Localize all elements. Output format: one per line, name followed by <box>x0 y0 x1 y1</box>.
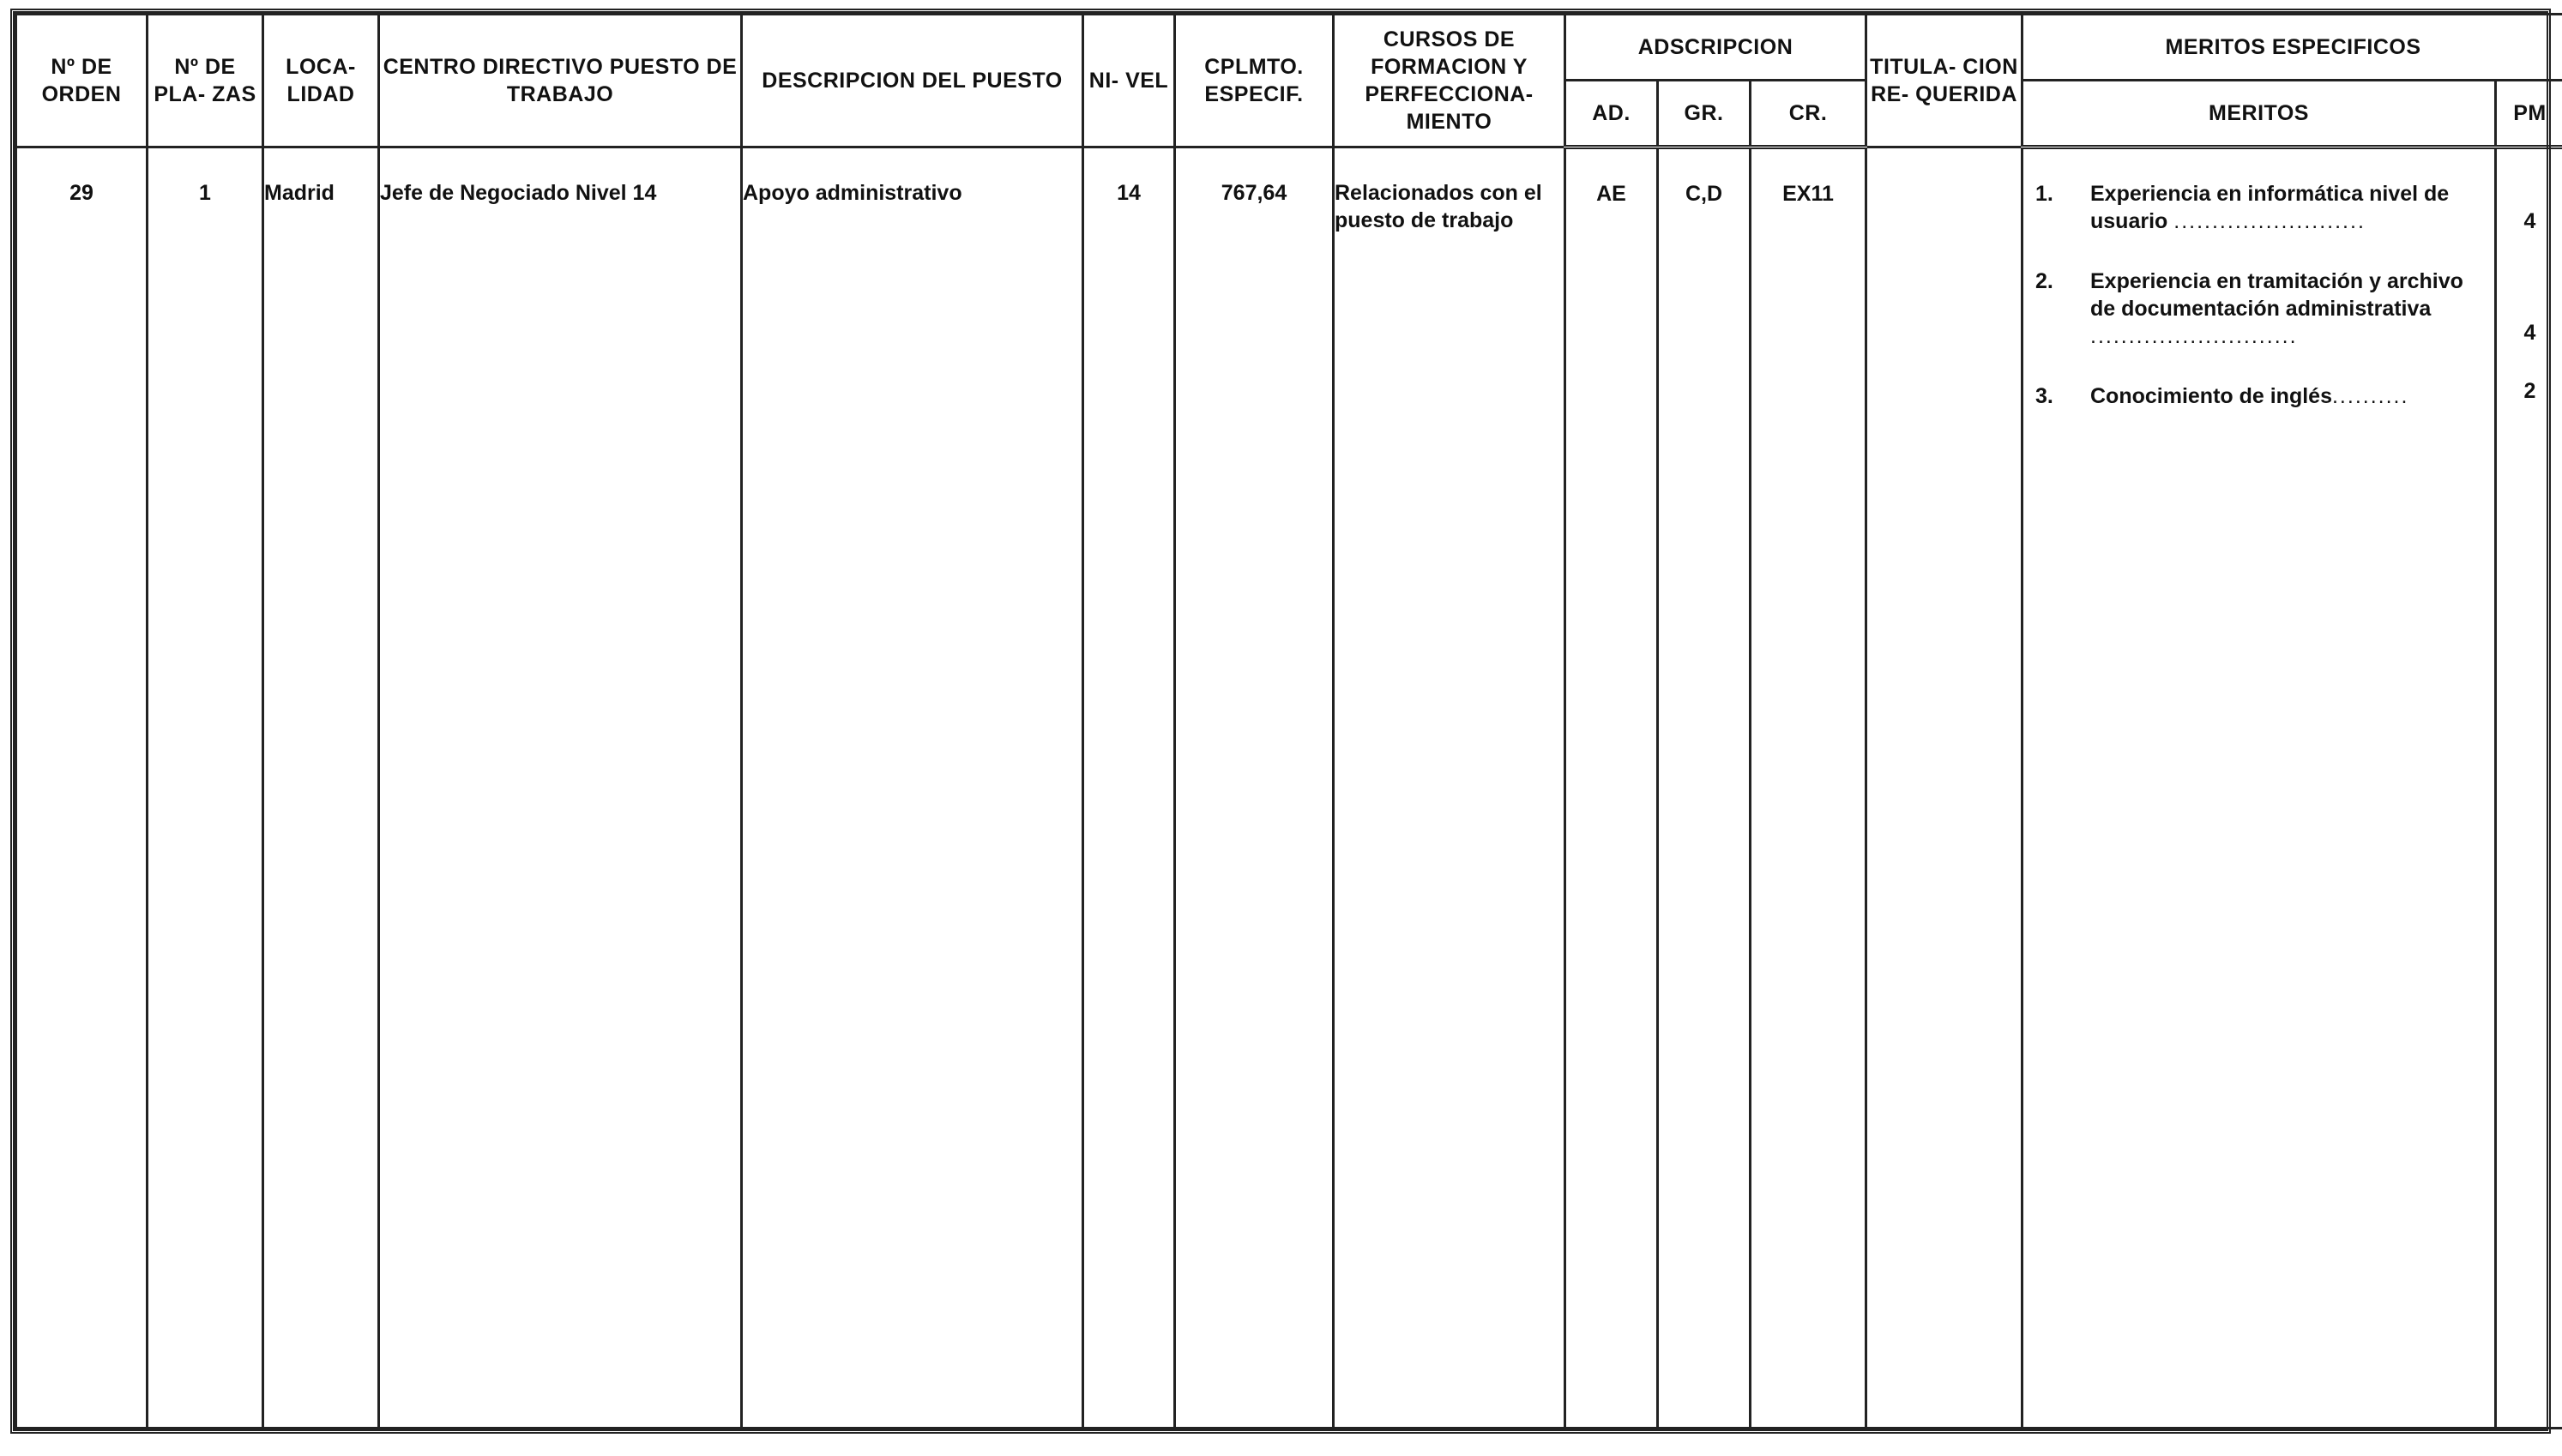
header-cr: CR. <box>1751 81 1866 147</box>
pm-value: 4 <box>2523 321 2536 345</box>
header-ad: AD. <box>1565 81 1658 147</box>
pm-value: 4 <box>2523 209 2536 233</box>
header-centro-directivo: CENTRO DIRECTIVO PUESTO DE TRABAJO <box>379 15 742 147</box>
header-cplmto: CPLMTO. ESPECIF. <box>1175 15 1334 147</box>
cell-plazas: 1 <box>148 147 263 1429</box>
merit-number: 2. <box>2035 269 2053 293</box>
merit-item <box>2035 382 2494 410</box>
merit-number: 1. <box>2035 182 2053 206</box>
header-gr: GR. <box>1658 81 1751 147</box>
merit-item <box>2035 180 2494 235</box>
cell-localidad: Madrid <box>263 147 379 1429</box>
cell-descripcion: Apoyo administrativo <box>742 147 1083 1429</box>
puestos-table <box>15 13 2562 1429</box>
header-cursos: CURSOS DE FORMACION Y PERFECCIONA- MIENTO <box>1334 15 1565 147</box>
pm-value: 2 <box>2523 379 2536 403</box>
document-sheet <box>10 9 2551 1434</box>
cell-nivel: 14 <box>1083 147 1175 1429</box>
cell-gr: C,D <box>1658 147 1751 1429</box>
cell-pm <box>2496 147 2562 1429</box>
cell-cr: EX11 <box>1751 147 1866 1429</box>
merit-number: 3. <box>2035 384 2053 408</box>
merit-text: Experiencia en informática nivel de usuario ......................... <box>2090 182 2450 233</box>
cell-meritos <box>2022 147 2496 1429</box>
merit-item <box>2035 268 2494 350</box>
merit-text: Experiencia en tramitación y archivo de documentación administrativa ........................... <box>2090 269 2463 348</box>
cell-orden: 29 <box>16 147 148 1429</box>
header-orden: Nº DE ORDEN <box>16 15 148 147</box>
cell-centro-directivo: Jefe de Negociado Nivel 14 <box>379 147 742 1429</box>
cell-cplmto: 767,64 <box>1175 147 1334 1429</box>
table-row <box>16 147 2562 1429</box>
header-nivel: NI- VEL <box>1083 15 1175 147</box>
cell-cursos: Relacionados con el puesto de trabajo <box>1334 147 1565 1429</box>
header-descripcion: DESCRIPCION DEL PUESTO <box>742 15 1083 147</box>
header-plazas: Nº DE PLA- ZAS <box>148 15 263 147</box>
header-titulacion: TITULA- CION RE- QUERIDA <box>1866 15 2022 147</box>
merit-text: Conocimiento de inglés.......... <box>2090 384 2409 408</box>
header-localidad: LOCA- LIDAD <box>263 15 379 147</box>
cell-ad: AE <box>1565 147 1658 1429</box>
cell-titulacion <box>1866 147 2022 1429</box>
header-meritos: MERITOS <box>2022 81 2496 147</box>
header-meritos-especificos: MERITOS ESPECIFICOS <box>2022 15 2562 81</box>
header-adscripcion: ADSCRIPCION <box>1565 15 1866 81</box>
header-pm: PM <box>2496 81 2562 147</box>
